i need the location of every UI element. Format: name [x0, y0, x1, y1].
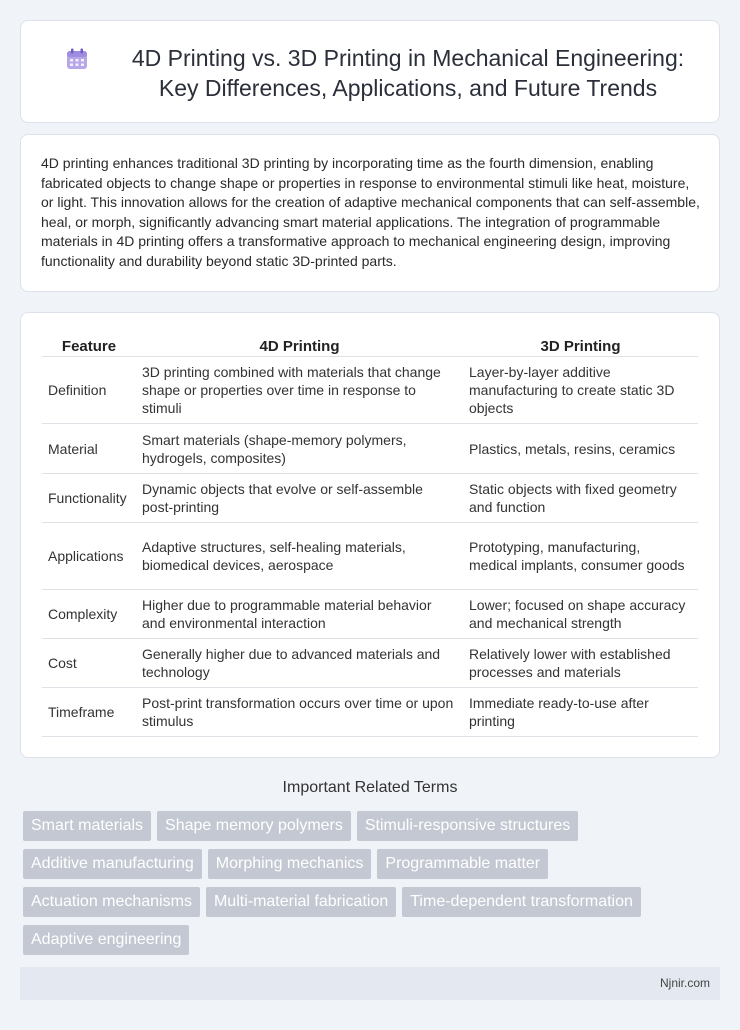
term-tag[interactable]: Multi-material fabrication: [206, 887, 396, 917]
table-row: [42, 523, 698, 590]
term-tag[interactable]: Adaptive engineering: [23, 925, 189, 955]
feature-cell: Applications: [42, 523, 136, 590]
title-card: [20, 20, 720, 123]
term-tag[interactable]: Additive manufacturing: [23, 849, 202, 879]
4d-cell: Generally higher due to advanced materials and technology: [136, 639, 463, 688]
3d-cell: Lower; focused on shape accuracy and mechanical strength: [463, 590, 698, 639]
3d-cell: Layer-by-layer additive manufacturing to create static 3D objects: [463, 357, 698, 424]
calendar-icon: [65, 47, 89, 71]
3d-cell: Immediate ready-to-use after printing: [463, 688, 698, 737]
page-title: 4D Printing vs. 3D Printing in Mechanical Engineering: Key Differences, Applications, and Future Trends: [131, 45, 685, 101]
term-tag[interactable]: Programmable matter: [377, 849, 548, 879]
header-4d-printing: 4D Printing: [136, 333, 463, 357]
feature-cell: Complexity: [42, 590, 136, 639]
related-terms-heading: Important Related Terms: [282, 779, 458, 796]
table-header-row: [42, 333, 698, 357]
3d-cell: Prototyping, manufacturing, medical implants, consumer goods: [463, 523, 698, 590]
term-tag[interactable]: Actuation mechanisms: [23, 887, 200, 917]
term-tag[interactable]: Morphing mechanics: [208, 849, 372, 879]
footer-site-name[interactable]: Njnir.com: [659, 976, 710, 990]
4d-cell: Smart materials (shape-memory polymers, hydrogels, composites): [136, 424, 463, 474]
related-terms-list: [23, 811, 703, 955]
header-feature: Feature: [42, 333, 136, 357]
4d-cell: Post-print transformation occurs over time or upon stimulus: [136, 688, 463, 737]
feature-cell: Material: [42, 424, 136, 474]
comparison-table-card: [20, 312, 720, 758]
table-row: [42, 424, 698, 474]
term-tag[interactable]: Shape memory polymers: [157, 811, 351, 841]
4d-cell: Adaptive structures, self-healing materials, biomedical devices, aerospace: [136, 523, 463, 590]
4d-cell: Higher due to programmable material behavior and environmental interaction: [136, 590, 463, 639]
4d-cell: 3D printing combined with materials that change shape or properties over time in response to stimuli: [136, 357, 463, 424]
4d-cell: Dynamic objects that evolve or self-assemble post-printing: [136, 474, 463, 523]
footer: [20, 967, 720, 1000]
3d-cell: Relatively lower with established processes and materials: [463, 639, 698, 688]
term-tag[interactable]: Smart materials: [23, 811, 151, 841]
term-tag[interactable]: Stimuli-responsive structures: [357, 811, 578, 841]
table-row: [42, 688, 698, 737]
table-row: [42, 474, 698, 523]
intro-paragraph: 4D printing enhances traditional 3D printing by incorporating time as the fourth dimension, enabling fabricated objects to change shape or properties in response to environmental stimuli like heat, moisture, or light. This innovation allows for the creation of adaptive mechanical components that can self-assemble, heal, or morph, significantly advancing smart material applications. The integration of programmable materials in 4D printing offers a transformative approach to mechanical engineering design, improving functionality and durability beyond static 3D-printed parts.: [41, 155, 700, 269]
feature-cell: Cost: [42, 639, 136, 688]
intro-card: [20, 134, 720, 292]
feature-cell: Functionality: [42, 474, 136, 523]
feature-cell: Timeframe: [42, 688, 136, 737]
table-row: [42, 590, 698, 639]
comparison-table: [42, 333, 698, 737]
term-tag[interactable]: Time-dependent transformation: [402, 887, 641, 917]
feature-cell: Definition: [42, 357, 136, 424]
table-row: [42, 639, 698, 688]
3d-cell: Plastics, metals, resins, ceramics: [463, 424, 698, 474]
header-3d-printing: 3D Printing: [463, 333, 698, 357]
3d-cell: Static objects with fixed geometry and function: [463, 474, 698, 523]
table-row: [42, 357, 698, 424]
